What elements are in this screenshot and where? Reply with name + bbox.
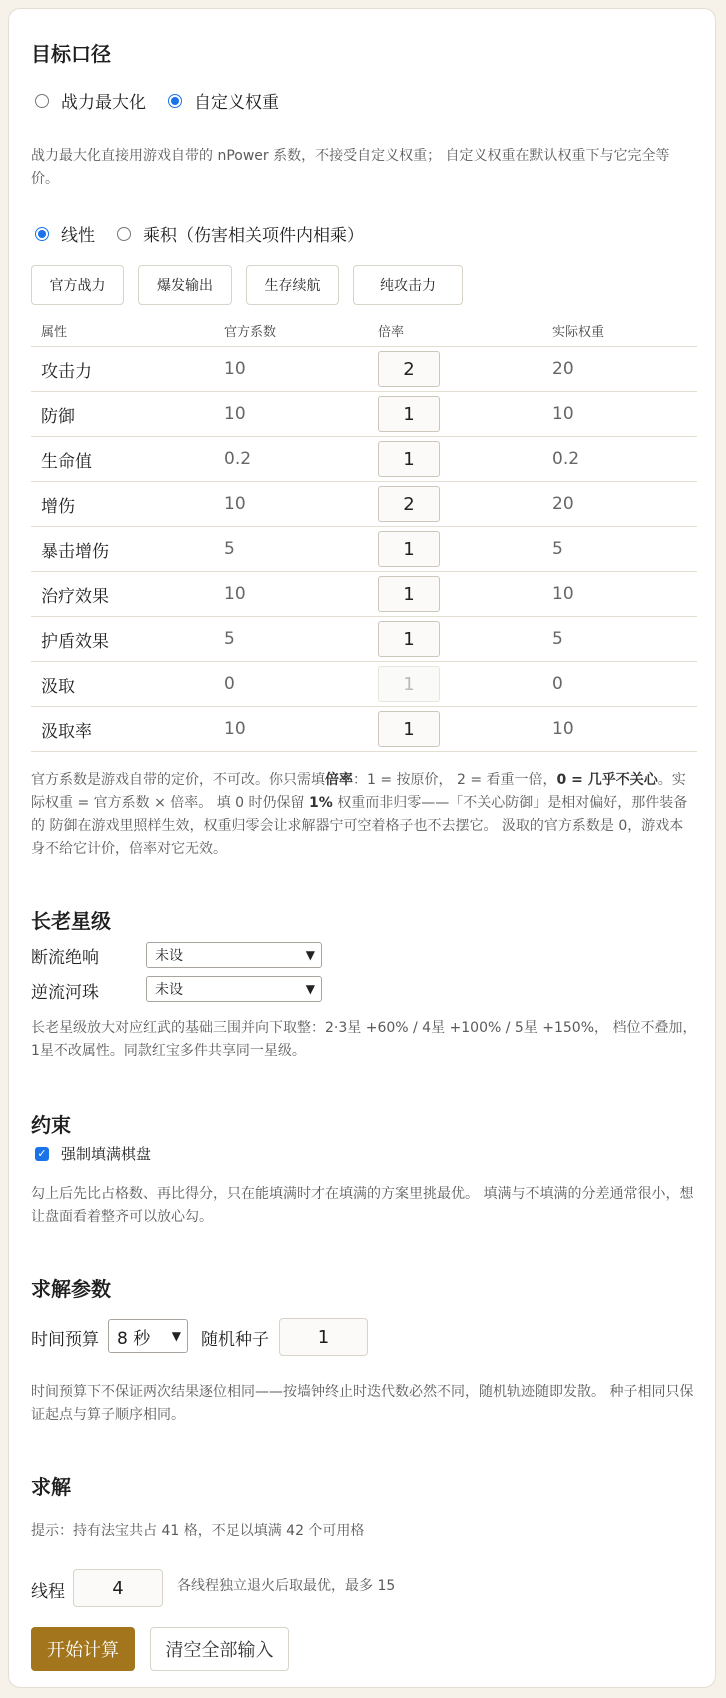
- params-title: 求解参数: [31, 1277, 111, 1301]
- fill-board-label[interactable]: 强制填满棋盘: [61, 1145, 152, 1163]
- attr-name: 增伤: [31, 482, 214, 527]
- threads-note: 各线程独立退火后取最优，最多 15: [177, 1578, 396, 1594]
- elder-select-2[interactable]: [146, 976, 322, 1002]
- elder-label-1: 断流绝响: [31, 948, 99, 968]
- attr-name: 防御: [31, 392, 214, 437]
- official-coef: 0: [214, 662, 368, 707]
- attr-name: 生命值: [31, 437, 214, 482]
- multiplier-input[interactable]: 1: [378, 576, 440, 612]
- multiplier-input[interactable]: 1: [378, 531, 440, 567]
- combine-radio-linear[interactable]: [35, 227, 49, 241]
- actual-weight: 5: [542, 527, 697, 572]
- table-row: [31, 572, 697, 617]
- attr-name: 汲取率: [31, 707, 214, 752]
- table-note-bold: 倍率: [325, 772, 353, 788]
- preset-attack-button[interactable]: 纯攻击力: [353, 265, 463, 305]
- multiplier-input[interactable]: 2: [378, 486, 440, 522]
- combine-label-linear[interactable]: 线性: [61, 226, 95, 246]
- preset-survival-button[interactable]: 生存续航: [246, 265, 339, 305]
- chevron-down-icon: ▼: [305, 982, 315, 996]
- multiplier-input[interactable]: 1: [378, 396, 440, 432]
- combine-label-product[interactable]: 乘积（伤害相关项件内相乘）: [143, 226, 364, 246]
- table-row: [31, 437, 697, 482]
- attr-name: 治疗效果: [31, 572, 214, 617]
- official-coef: 5: [214, 527, 368, 572]
- table-row: [31, 617, 697, 662]
- preset-buttons: [31, 265, 463, 305]
- threads-input[interactable]: 4: [73, 1569, 163, 1607]
- elder-title: 长老星级: [31, 909, 111, 933]
- constraints-title: 约束: [31, 1113, 71, 1137]
- combine-radio-product[interactable]: [117, 227, 131, 241]
- elder-select-1-value: 未设: [155, 948, 183, 964]
- objective-title: 目标口径: [31, 42, 111, 66]
- col-coef: 官方系数: [214, 314, 368, 347]
- multiplier-input[interactable]: 2: [378, 351, 440, 387]
- table-note-text: 官方系数是游戏自带的定价，不可改。你只需填: [31, 772, 325, 788]
- official-coef: 5: [214, 617, 368, 662]
- elder-label-2: 逆流河珠: [31, 983, 99, 1003]
- weight-table: [31, 314, 697, 752]
- official-coef: 10: [214, 347, 368, 392]
- official-coef: 10: [214, 707, 368, 752]
- table-note-text: ：1 = 按原价， 2 = 看重一倍，: [353, 772, 557, 788]
- official-coef: 0.2: [214, 437, 368, 482]
- mode-radio-custom[interactable]: [168, 94, 182, 108]
- multiplier-input-disabled: 1: [378, 666, 440, 702]
- official-coef: 10: [214, 482, 368, 527]
- table-row: [31, 347, 697, 392]
- actual-weight: 10: [542, 707, 697, 752]
- table-row: [31, 527, 697, 572]
- fill-board-checkbox[interactable]: ✓: [35, 1147, 49, 1161]
- elder-select-2-value: 未设: [155, 982, 183, 998]
- table-row: [31, 482, 697, 527]
- multiplier-input[interactable]: 1: [378, 621, 440, 657]
- actual-weight: 0: [542, 662, 697, 707]
- attr-name: 暴击增伤: [31, 527, 214, 572]
- table-row: [31, 662, 697, 707]
- actual-weight: 20: [542, 347, 697, 392]
- col-weight: 实际权重: [542, 314, 697, 347]
- attr-name: 攻击力: [31, 347, 214, 392]
- table-note: [31, 769, 697, 861]
- elder-select-1[interactable]: [146, 942, 322, 968]
- table-note-bold: 1%: [308, 795, 333, 811]
- actual-weight: 20: [542, 482, 697, 527]
- objective-mode-group: [35, 88, 301, 113]
- start-button[interactable]: 开始计算: [31, 1627, 135, 1671]
- time-budget-label: 时间预算: [31, 1330, 99, 1350]
- actual-weight: 0.2: [542, 437, 697, 482]
- constraints-note: 勾上后先比占格数、再比得分，只在能填满时才在填满的方案里挑最优。 填满与不填满的分差通常很小，想让盘面看着整齐可以放心勾。: [31, 1186, 694, 1225]
- time-budget-select[interactable]: [108, 1319, 188, 1353]
- seed-label: 随机种子: [201, 1330, 269, 1350]
- mode-note: 战力最大化直接用游戏自带的 nPower 系数，不接受自定义权重； 自定义权重在默认权重下与它完全等价。: [31, 148, 670, 187]
- col-mult: 倍率: [368, 314, 542, 347]
- fill-board-option[interactable]: [35, 1143, 151, 1164]
- multiplier-input[interactable]: 1: [378, 441, 440, 477]
- table-row: [31, 707, 697, 752]
- table-note-text: 。实际权重 = 官方系数 × 倍率。 填 0 时仍保留: [31, 772, 686, 811]
- seed-input[interactable]: 1: [279, 1318, 368, 1356]
- actual-weight: 5: [542, 617, 697, 662]
- official-coef: 10: [214, 572, 368, 617]
- table-note-bold: 0 = 几乎不关心: [556, 772, 658, 788]
- mode-label-power[interactable]: 战力最大化: [61, 93, 146, 113]
- solve-hint: 提示：持有法宝共占 41 格，不足以填满 42 个可用格: [31, 1523, 365, 1539]
- params-note: 时间预算下不保证两次结果逐位相同——按墙钟终止时迭代数必然不同，随机轨迹随即发散。 种子相同只保证起点与算子顺序相同。: [31, 1384, 694, 1423]
- solve-title: 求解: [31, 1475, 71, 1499]
- actual-weight: 10: [542, 392, 697, 437]
- clear-all-button[interactable]: 清空全部输入: [150, 1627, 289, 1671]
- col-attr: 属性: [31, 314, 214, 347]
- mode-label-custom[interactable]: 自定义权重: [194, 93, 279, 113]
- combine-mode-group: [35, 221, 386, 246]
- attr-name: 护盾效果: [31, 617, 214, 662]
- mode-radio-power[interactable]: [35, 94, 49, 108]
- table-row: [31, 392, 697, 437]
- chevron-down-icon: ▼: [305, 948, 315, 962]
- preset-burst-button[interactable]: 爆发输出: [138, 265, 232, 305]
- attr-name: 汲取: [31, 662, 214, 707]
- official-coef: 10: [214, 392, 368, 437]
- elder-note: 长老星级放大对应红武的基础三围并向下取整：2·3星 +60% / 4星 +100% / 5星 +150%， 档位不叠加，1星不改属性。同款红宝多件共享同一星级。: [31, 1020, 697, 1059]
- weight-table-header: [31, 314, 697, 347]
- time-budget-value: 8 秒: [117, 1328, 151, 1349]
- settings-panel: [8, 8, 716, 1688]
- actual-weight: 10: [542, 572, 697, 617]
- chevron-down-icon: ▼: [171, 1329, 181, 1343]
- threads-label: 线程: [31, 1582, 65, 1602]
- multiplier-input[interactable]: 1: [378, 711, 440, 747]
- preset-official-button[interactable]: 官方战力: [31, 265, 124, 305]
- table-note-text: 权重而非归零——「不关心防御」是相对偏好，那件装备的 防御在游戏里照样生效，权重归零会让求解器宁可空着格子也不去摆它。 汲取的官方系数是 0，游戏本身不给它计价，倍率对它无效。: [31, 795, 688, 857]
